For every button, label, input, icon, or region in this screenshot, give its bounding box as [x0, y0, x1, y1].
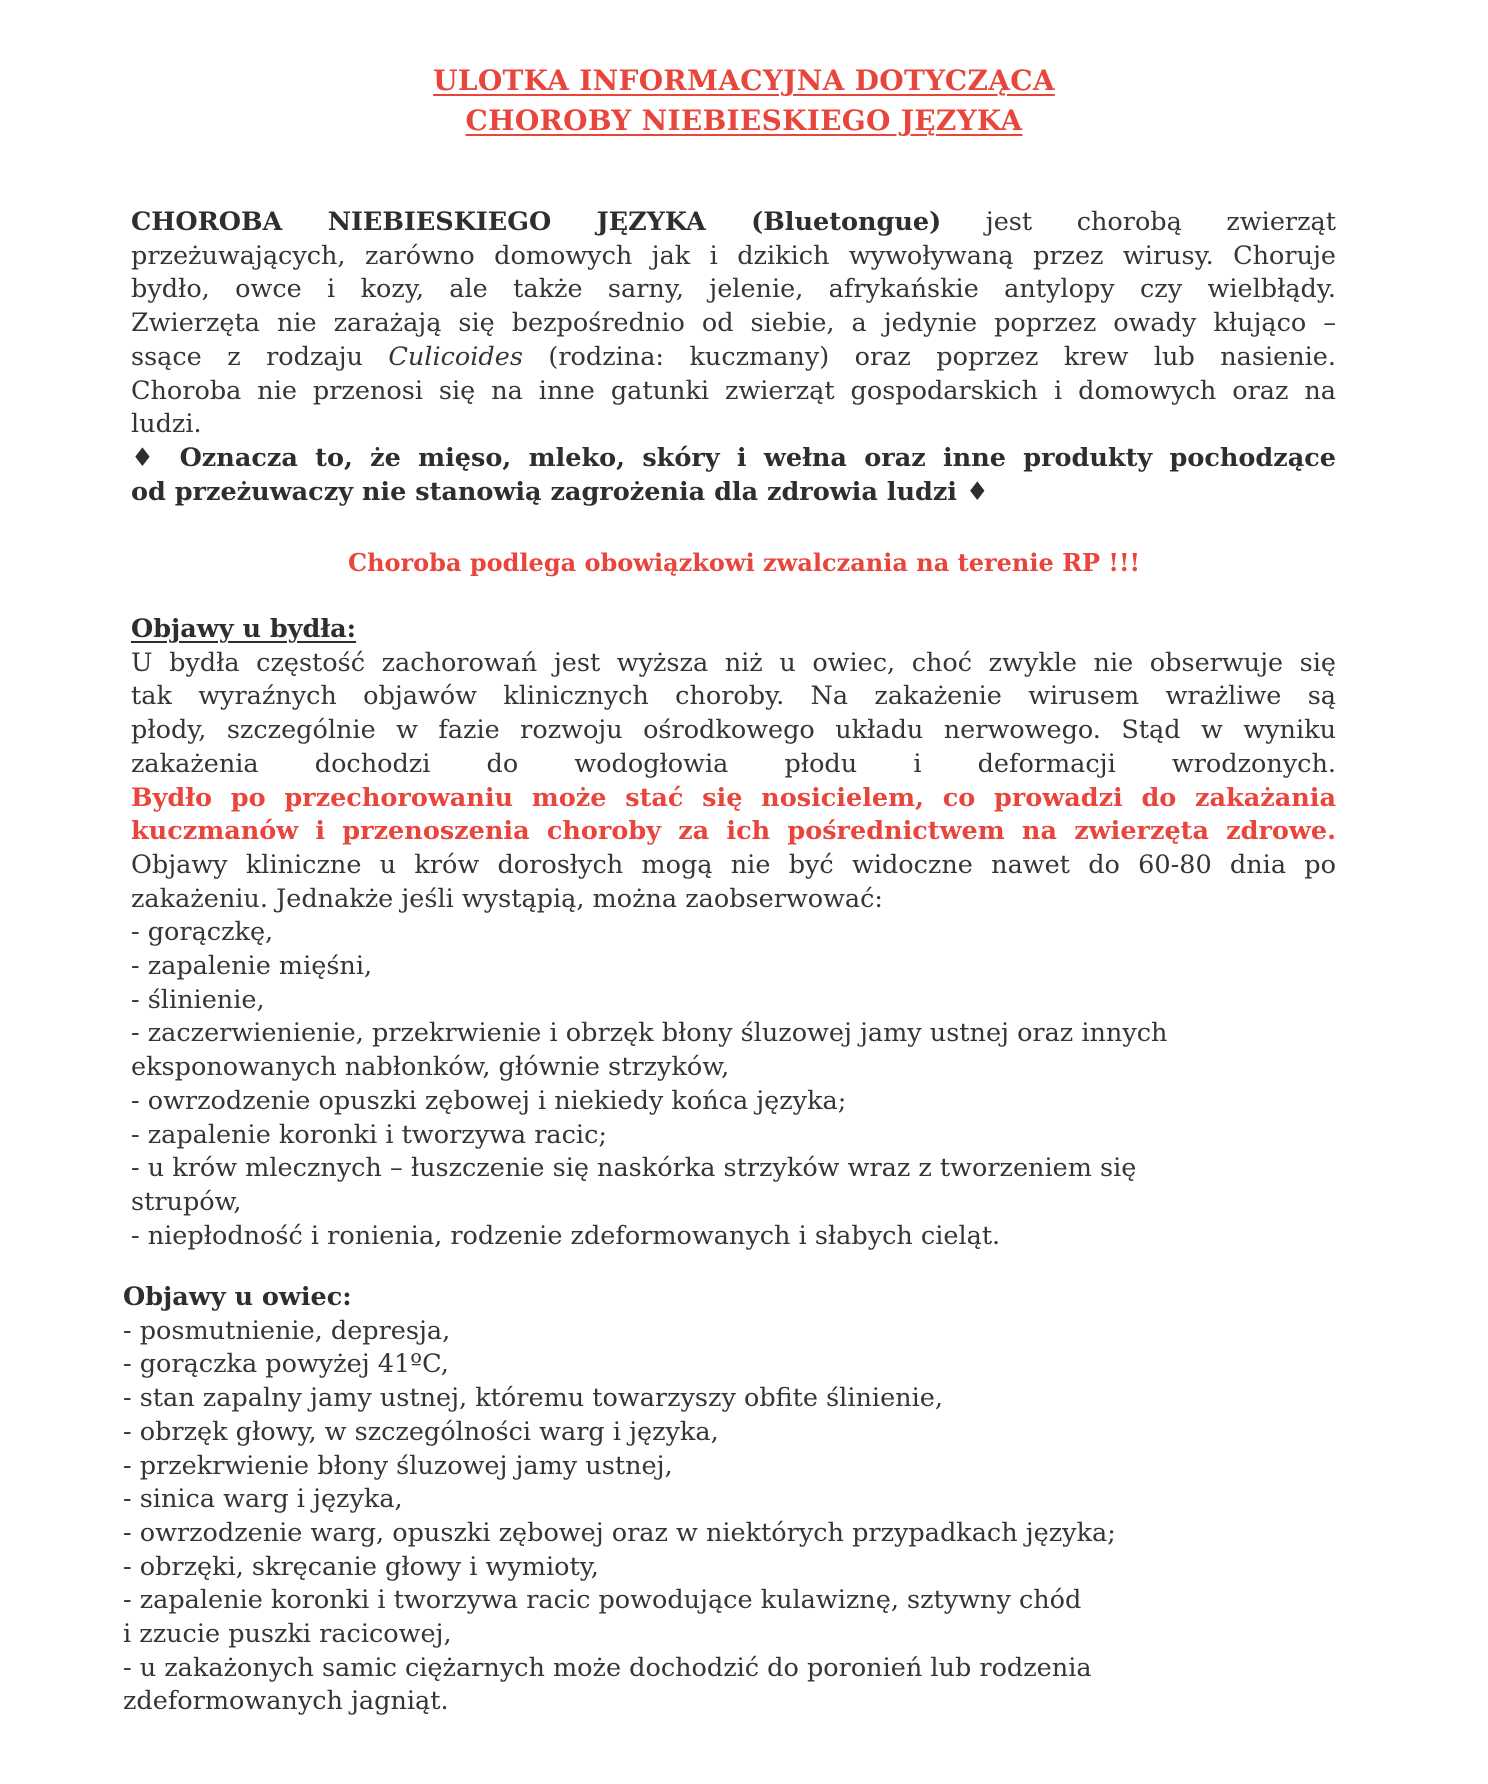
sheep-symptom: i zzucie puszki racicowej,	[123, 1619, 452, 1650]
cattle-line-5: Objawy kliniczne u krów dorosłych mogą nie być widoczne nawet do 60-80 dnia po	[131, 849, 1336, 880]
cattle-symptom: - u krów mlecznych – łuszczenie się naskórka strzyków wraz z tworzeniem się	[131, 1153, 1137, 1184]
sheep-symptom: - obrzęki, skręcanie głowy i wymioty,	[123, 1551, 599, 1582]
sheep-symptom: - przekrwienie błony śluzowej jamy ustnej,	[123, 1450, 673, 1481]
intro-lead: CHOROBA NIEBIESKIEGO JĘZYKA (Bluetongue)	[131, 207, 942, 237]
cattle-red-line-2: kuczmanów i przenoszenia choroby za ich pośrednictwem na zwierzęta zdrowe.	[131, 816, 1336, 847]
cattle-symptom: - owrzodzenie opuszki zębowej i niekiedy końca języka;	[131, 1085, 847, 1116]
cattle-symptom: - zapalenie koronki i tworzywa racic;	[131, 1119, 607, 1150]
sheep-symptom: zdeformowanych jagniąt.	[123, 1686, 449, 1717]
cattle-symptom: - gorączkę,	[131, 917, 274, 948]
intro-line-5a: ssące z rodzaju	[131, 341, 389, 372]
cattle-line-2: tak wyraźnych objawów klinicznych choroby. Na zakażenie wirusem wrażliwe są	[131, 681, 1336, 712]
title-line-1: ULOTKA INFORMACYJNA DOTYCZĄCA	[433, 64, 1055, 97]
intro-line-5-italic: Culicoides	[388, 341, 523, 372]
sheep-section	[123, 1281, 1336, 1719]
intro-line-1-rest: jest chorobą zwierząt	[941, 207, 1336, 237]
intro-bold-line-1: ♦ Oznacza to, że mięso, mleko, skóry i wełna oraz inne produkty pochodzące	[131, 442, 1336, 473]
intro-line-5b: (rodzina: kuczmany) oraz poprzez krew lub nasienie.	[522, 341, 1336, 372]
cattle-line-3: płody, szczególnie w fazie rozwoju ośrodkowego układu nerwowego. Stąd w wyniku	[131, 715, 1336, 746]
notice-line: Choroba podlega obowiązkowi zwalczania na terenie RP !!!	[347, 548, 1141, 577]
sheep-symptom: - stan zapalny jamy ustnej, któremu towarzyszy obfite ślinienie,	[123, 1383, 943, 1414]
sheep-symptom: - obrzęk głowy, w szczególności warg i języka,	[123, 1416, 719, 1447]
cattle-red-line-1: Bydło po przechorowaniu może stać się nosicielem, co prowadzi do zakażania	[131, 782, 1336, 813]
intro-line-5	[131, 341, 1336, 375]
cattle-line-1: U bydła częstość zachorowań jest wyższa niż u owiec, choć zwykle nie obserwuje się	[131, 647, 1336, 678]
cattle-symptom: strupów,	[131, 1186, 242, 1217]
intro-line-2: przeżuwających, zarówno domowych jak i dzikich wywoływaną przez wirusy. Choruje	[131, 240, 1336, 271]
title-line-2: CHOROBY NIEBIESKIEGO JĘZYKA	[465, 104, 1023, 137]
intro-line-1	[131, 206, 1336, 240]
sheep-symptom: - zapalenie koronki i tworzywa racic powodujące kulawiznę, sztywny chód	[123, 1585, 1082, 1616]
cattle-symptom: eksponowanych nabłonków, głównie strzyków,	[131, 1052, 730, 1083]
cattle-symptom: - zaczerwienienie, przekrwienie i obrzęk błony śluzowej jamy ustnej oraz innych	[131, 1018, 1168, 1049]
intro-line-7: ludzi.	[131, 409, 202, 440]
cattle-symptom: - niepłodność i ronienia, rodzenie zdeformowanych i słabych cieląt.	[131, 1220, 1001, 1251]
intro-paragraph	[131, 206, 1336, 509]
sheep-symptom: - owrzodzenie warg, opuszki zębowej oraz w niektórych przypadkach języka;	[123, 1517, 1116, 1548]
sheep-symptom: - sinica warg i języka,	[123, 1484, 403, 1515]
cattle-symptom: - ślinienie,	[131, 984, 265, 1015]
sheep-symptom: - gorączka powyżej 41ºC,	[123, 1349, 449, 1380]
cattle-section	[131, 613, 1336, 1253]
intro-line-6: Choroba nie przenosi się na inne gatunki zwierząt gospodarskich i domowych oraz na	[131, 375, 1336, 406]
cattle-line-6: zakażeniu. Jednakże jeśli wystąpią, można zaobserwować:	[131, 883, 884, 914]
cattle-symptom: - zapalenie mięśni,	[131, 951, 373, 982]
intro-line-4: Zwierzęta nie zarażają się bezpośrednio od siebie, a jedynie poprzez owady kłująco –	[131, 308, 1336, 339]
sheep-symptom: - u zakażonych samic ciężarnych może dochodzić do poronień lub rodzenia	[123, 1652, 1092, 1683]
cattle-heading: Objawy u bydła:	[131, 614, 357, 644]
sheep-symptom: - posmutnienie, depresja,	[123, 1315, 451, 1346]
cattle-line-4: zakażenia dochodzi do wodogłowia płodu i deformacji wrodzonych.	[131, 748, 1336, 779]
intro-bold-line-2: od przeżuwaczy nie stanowią zagrożenia dla zdrowia ludzi ♦	[131, 476, 989, 507]
intro-line-3: bydło, owce i kozy, ale także sarny, jelenie, afrykańskie antylopy czy wielbłądy.	[131, 274, 1336, 305]
sheep-heading: Objawy u owiec:	[123, 1282, 352, 1312]
